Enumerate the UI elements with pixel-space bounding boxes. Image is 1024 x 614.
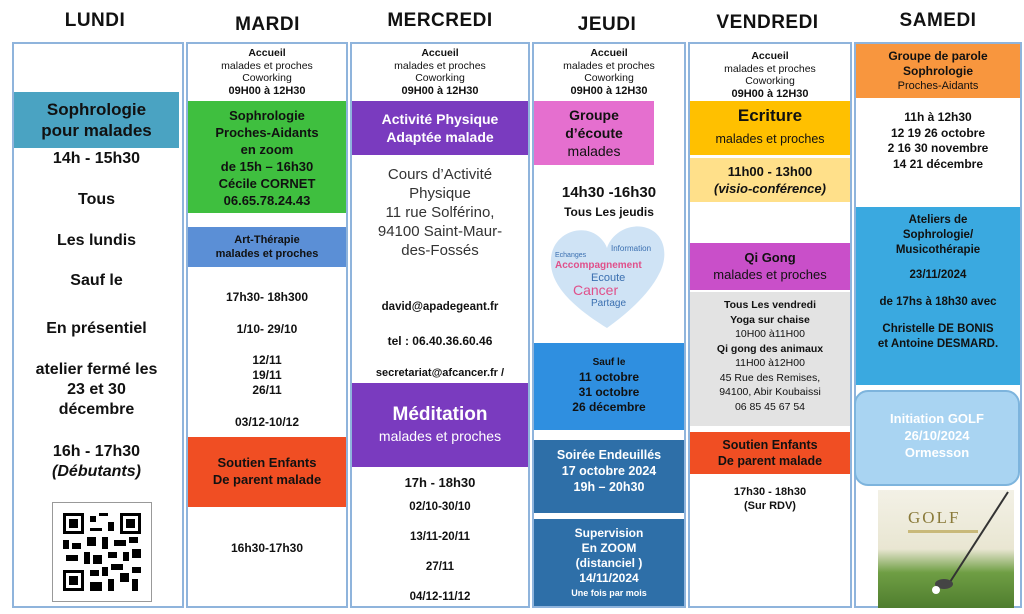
mardi-soph-line5: Cécile CORNET [218,176,316,191]
lundi-hours: 14h - 15h30 [52,150,141,167]
golf-club-icon [878,490,1014,608]
mercredi-email2[interactable]: secretariat@afcancer.fr / [375,367,505,379]
jeudi-sauf-line1: Sauf le [592,357,626,368]
mercredi-medit-d3: 27/11 [425,561,455,573]
mardi-art-dates1: 1/10- 29/10 [236,322,298,336]
samedi-atelier-hours: de 17hs à 18h30 avec [879,296,997,308]
accueil-line1: malades et proches [221,59,313,72]
lundi-closed-note [14,360,179,420]
samedi-atelier-date: 23/11/2024 [909,269,967,281]
jeudi-sauf-block [534,343,684,430]
jeudi-sup-line2: En ZOOM [581,541,637,555]
samedi-groupe-line3: Proches-Aidants [897,80,979,92]
jeudi-soiree-line2: 17 octobre 2024 [561,464,657,478]
accueil-title: Accueil [248,47,286,59]
mardi-accueil [188,47,346,97]
lundi-title-line1: Sophrologie [46,100,147,119]
mardi-soph-line4: de 15h – 16h30 [220,159,314,174]
cloud-word-ecoute: Ecoute [591,272,626,284]
cloud-word-accompagnement: Accompagnement [555,260,642,271]
mercredi-cours-line1: Cours d’Activité [387,166,493,183]
day-header-mardi: MARDI [235,14,300,35]
mercredi-accueil [352,47,528,97]
mardi-soph-line3: en zoom [240,142,294,157]
samedi-atelier-names1: Christelle DE BONIS [882,323,994,335]
samedi-golf-block [854,390,1020,486]
mardi-soutien-block [188,437,346,507]
mercredi-apa-block [352,101,528,155]
samedi-atelier-line2: Sophrologie/ [902,229,974,241]
jeudi-groupe-line1: Groupe [569,107,619,123]
day-header-vendredi: VENDREDI [716,12,819,33]
mardi-art-dates-list [188,353,346,398]
mercredi-cours-line4: 94100 Saint-Maur- [377,223,503,240]
mercredi-apa-line1: Activité Physique [381,111,499,127]
accueil-line2: Coworking [745,75,795,87]
mercredi-cours-line5: des-Fossés [401,242,479,259]
vendredi-qi-title: Qi Gong [744,250,796,265]
mardi-sophrologie-block [188,101,346,213]
cloud-word-partage: Partage [591,298,627,309]
vendredi-qi-l5: 11H00 à12H00 [735,357,805,369]
mardi-art-hours: 17h30- 18h300 [225,290,309,304]
mercredi-medit-d2: 13/11-20/11 [409,531,471,543]
vendredi-qi-sub: malades et proches [713,267,827,282]
vendredi-ecriture-hours-block [690,158,850,202]
jeudi-sauf-line2: 11 octobre [578,370,640,384]
vendredi-ecriture-block [690,101,850,155]
samedi-hours: 11h à 12h30 [904,110,972,124]
accueil-line2: Coworking [242,72,292,84]
samedi-golf-line2: 26/10/2024 [904,428,970,443]
mardi-art-dates2: 12/11 [252,353,282,367]
samedi-atelier-line1: Ateliers de [908,214,968,226]
vendredi-ecriture-visio: (visio-conférence) [714,181,826,196]
jeudi-supervision-block [534,519,684,606]
mardi-soph-line1: Sophrologie [229,108,305,123]
samedi-groupe-block [856,44,1020,98]
day-header-mercredi: MERCREDI [387,10,493,31]
samedi-groupe-line2: Sophrologie [903,64,973,78]
mercredi-apa-line2: Adaptée malade [386,129,494,145]
mardi-soph-line2: Proches-Aidants [215,125,319,140]
samedi-atelier-names2: et Antoine DESMARD. [877,338,999,350]
mercredi-email1[interactable]: david@apadegeant.fr [381,301,499,313]
mardi-art-line2: malades et proches [215,248,319,260]
mardi-soutien-hours: 16h30-17h30 [230,541,304,555]
vendredi-qi-l2: Yoga sur chaise [730,313,810,326]
mercredi-medit-sub: malades et proches [378,428,502,444]
accueil-title: Accueil [751,50,789,62]
vendredi-qigong-block [690,243,850,290]
accueil-line2: Coworking [415,72,465,84]
mardi-art-therapie-block [188,227,346,267]
samedi-golf-line1: Initiation GOLF [890,411,984,426]
vendredi-qi-l3: 10H00 à11H00 [735,328,805,340]
mardi-soutien-line2: De parent malade [212,472,322,487]
jeudi-sup-line1: Supervision [574,526,644,540]
samedi-dates1: 12 19 26 octobre [890,125,986,140]
vendredi-ecriture-hours: 11h00 - 13h00 [727,164,813,179]
accueil-hours: 09H00 à 12H30 [570,84,648,97]
golf-poster-title: GOLF [908,508,961,527]
mardi-art-dates4: 26/11 [252,383,282,397]
vendredi-soutien-rdv: (Sur RDV) [744,500,796,512]
lundi-presentiel: En présentiel [46,320,147,337]
lundi-tous: Tous [77,191,116,208]
accueil-line1: malades et proches [394,59,486,72]
jeudi-accueil [534,47,684,97]
jeudi-soiree-line1: Soirée Endeuillés [556,448,662,462]
mercredi-meditation-block [352,383,528,467]
vendredi-qi-l8: 06 85 45 67 54 [734,400,806,413]
cloud-word-cancer: Cancer [573,282,619,298]
lundi-debutants: (Débutants) [52,463,141,480]
accueil-hours: 09H00 à 12H30 [401,84,479,97]
lundi-closed-line3: décembre [58,401,135,418]
lundi-les-lundis: Les lundis [56,232,137,249]
vendredi-ecriture-sub: malades et proches [715,132,825,146]
vendredi-qi-l6: 45 Rue des Remises, [719,371,821,384]
vendredi-accueil [690,50,850,100]
accueil-line1: malades et proches [563,59,655,72]
lundi-hours2: 16h - 17h30 [52,443,141,460]
mercredi-cours-line3: 11 rue Solférino, [385,204,495,221]
vendredi-soutien-line1: Soutien Enfants [722,438,818,452]
lundi-sophrologie-title [14,92,179,148]
samedi-golf-line3: Ormesson [904,445,970,460]
lundi-closed-line1: atelier fermé les [35,361,158,378]
samedi-groupe-line1: Groupe de parole [888,49,988,63]
samedi-dates3: 14 21 décembre [892,156,984,171]
jeudi-groupe-line3: malades [567,143,621,159]
lundi-closed-line2: 23 et 30 [67,381,126,398]
mercredi-cours-address [352,165,528,260]
heart-word-cloud [545,222,670,332]
samedi-dates-block [856,110,1020,172]
vendredi-ecriture-title: Ecriture [737,106,803,125]
day-header-lundi: LUNDI [64,10,126,31]
mardi-art-dates3: 19/11 [252,368,282,382]
accueil-line2: Coworking [584,72,634,84]
vendredi-qi-l4: Qi gong des animaux [716,342,824,355]
samedi-dates2: 2 16 30 novembre [887,141,989,155]
golf-poster [878,490,1014,608]
jeudi-sup-line4: 14/11/2024 [579,571,639,585]
qr-code [52,502,152,602]
jeudi-groupe-block [534,101,654,165]
accueil-hours: 09H00 à 12H30 [228,84,306,97]
samedi-atelier-block [856,207,1020,385]
mardi-art-dates5: 03/12-10/12 [234,415,300,429]
day-header-samedi: SAMEDI [899,10,977,31]
accueil-hours: 09H00 à 12H30 [731,87,809,100]
vendredi-soutien-hours: 17h30 - 18h30 [733,486,807,498]
accueil-title: Accueil [421,47,459,59]
jeudi-soiree-line3: 19h – 20h30 [573,480,645,494]
jeudi-sauf-line4: 26 décembre [572,400,646,414]
qr-code-icon [63,513,141,591]
cloud-word-information: Information [611,244,652,253]
mercredi-medit-hours: 17h - 18h30 [404,475,476,490]
accueil-title: Accueil [590,47,628,59]
jeudi-sauf-line3: 31 octobre [578,385,640,399]
vendredi-soutien-line2: De parent malade [717,454,823,468]
mardi-soutien-line1: Soutien Enfants [217,455,317,470]
vendredi-soutien-block [690,432,850,474]
vendredi-qi-l7: 94100, Abir Koubaissi [719,386,821,398]
mercredi-medit-d1: 02/10-30/10 [409,501,471,513]
mercredi-cours-line2: Physique [409,185,471,202]
vendredi-soutien-hours-block [690,485,850,513]
samedi-atelier-line3: Musicothérapie [895,244,981,256]
jeudi-hours: 14h30 -16h30 [561,184,657,201]
mercredi-tel: tel : 06.40.36.60.46 [387,334,493,348]
jeudi-groupe-line2: d’écoute [565,125,623,141]
mardi-art-line1: Art-Thérapie [234,234,300,246]
lundi-sauf: Sauf le [70,272,123,289]
vendredi-qi-l1: Tous Les vendredi [724,299,816,311]
mercredi-medit-d4: 04/12-11/12 [409,591,471,603]
day-header-jeudi: JEUDI [577,14,637,35]
mercredi-medit-title: Méditation [392,404,488,425]
jeudi-soiree-block [534,440,684,513]
jeudi-sup-line5: Une fois par mois [571,588,647,598]
jeudi-tous: Tous Les jeudis [564,205,654,219]
cloud-word-echanges: Echanges [555,252,587,259]
jeudi-sup-line3: (distanciel ) [575,556,643,570]
lundi-title-line2: pour malades [41,121,152,140]
vendredi-qigong-details [690,292,850,426]
accueil-line1: malades et proches [724,62,816,75]
mardi-soph-line6: 06.65.78.24.43 [223,193,311,208]
